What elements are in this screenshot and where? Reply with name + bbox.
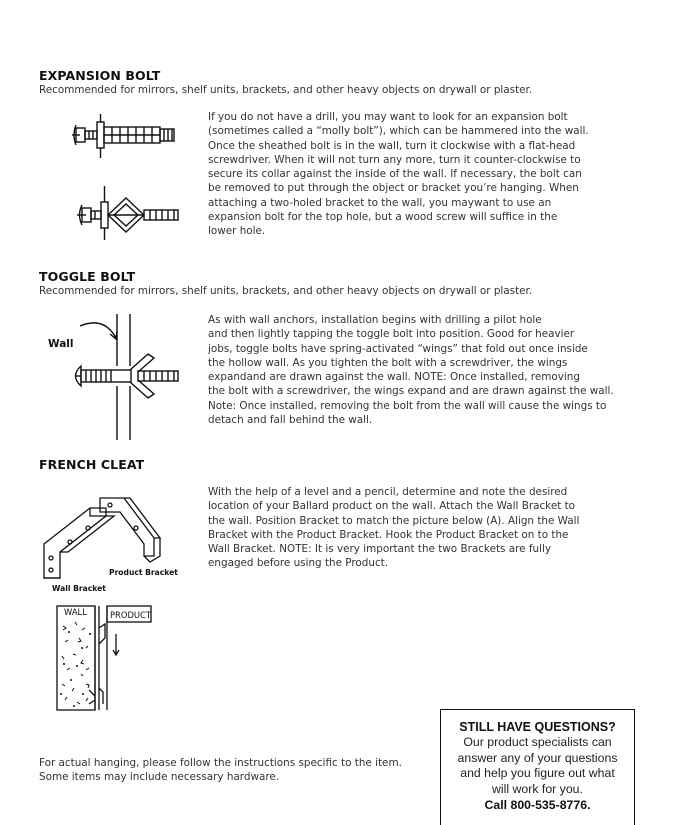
french-cleat-section-illustration bbox=[55, 604, 153, 712]
questions-line: Our product specialists can bbox=[463, 735, 612, 749]
french-cleat-instructions: With the help of a level and a pencil, determine and note the desired location of your Ballard product on the wall. Attach the Wall Bracket to the wall. Position Bracket to match the picture below (A). Align the Wall Bracket with the Product Bracket. Hook the Product Bracket on to the Wall Bracket. NOTE: It is very important the two Brackets are fully engaged before using the Product. bbox=[208, 486, 580, 570]
wall-bracket-label: Wall Bracket bbox=[52, 584, 106, 593]
toggle-bolt-instructions: As with wall anchors, installation begins with drilling a pilot hole and then lightly tapping the toggle bolt into position. Good for heavier jobs, toggle bolts have spring-activated “wings” that fold out once inside the hollow wall. As you tighten the bolt with a screwdriver, the wings expandand are drawn against the wall. NOTE: Once installed, removing the bolt with a screwdriver, the wings expand and are drawn against the wall. Note: Once installed, removing the bolt from the wall will cause the wings to detach and fall behind the wall. bbox=[208, 314, 614, 427]
toggle-bolt-heading: TOGGLE BOLT bbox=[39, 269, 136, 284]
product-bracket-label: Product Bracket bbox=[109, 568, 178, 577]
expansion-bolt-illustration bbox=[68, 114, 192, 240]
product-section-label: PRODUCT bbox=[110, 610, 152, 620]
toggle-wall-label: Wall bbox=[48, 338, 74, 350]
questions-box bbox=[440, 709, 635, 825]
wall-section-label: WALL bbox=[64, 607, 87, 617]
expansion-bolt-instructions: If you do not have a drill, you may want to look for an expansion bolt (sometimes called a “molly bolt”), which can be hammered into the wall. Once the sheathed bolt is in the wall, turn it clockwise with a flat-head screwdriver. When it will not turn any more, turn it counter-clockwise to secure its collar against the inside of the wall. If necessary, the bolt can be removed to put through the object or bracket you’re hanging. When attaching a two-holed bracket to the wall, you maywant to use an expansion bolt for the top hole, but a wood screw will suffice in the lower hole. bbox=[208, 111, 589, 238]
phone-number-link[interactable]: Call 800-535-8776. bbox=[484, 798, 591, 812]
hanging-footnote: For actual hanging, please follow the instructions specific to the item. Some items may include necessary hardware. bbox=[39, 757, 402, 784]
expansion-bolt-heading: EXPANSION BOLT bbox=[39, 68, 161, 83]
questions-line: and help you figure out what bbox=[460, 766, 615, 780]
questions-title: STILL HAVE QUESTIONS? bbox=[459, 720, 616, 734]
toggle-bolt-illustration bbox=[64, 314, 188, 440]
questions-line: answer any of your questions bbox=[457, 750, 618, 765]
questions-line: will work for you. bbox=[492, 781, 583, 796]
toggle-bolt-subtitle: Recommended for mirrors, shelf units, brackets, and other heavy objects on drywall or plaster. bbox=[39, 285, 533, 297]
french-cleat-heading: FRENCH CLEAT bbox=[39, 457, 145, 472]
expansion-bolt-subtitle: Recommended for mirrors, shelf units, brackets, and other heavy objects on drywall or plaster. bbox=[39, 84, 533, 96]
french-cleat-bracket-illustration bbox=[40, 492, 172, 592]
